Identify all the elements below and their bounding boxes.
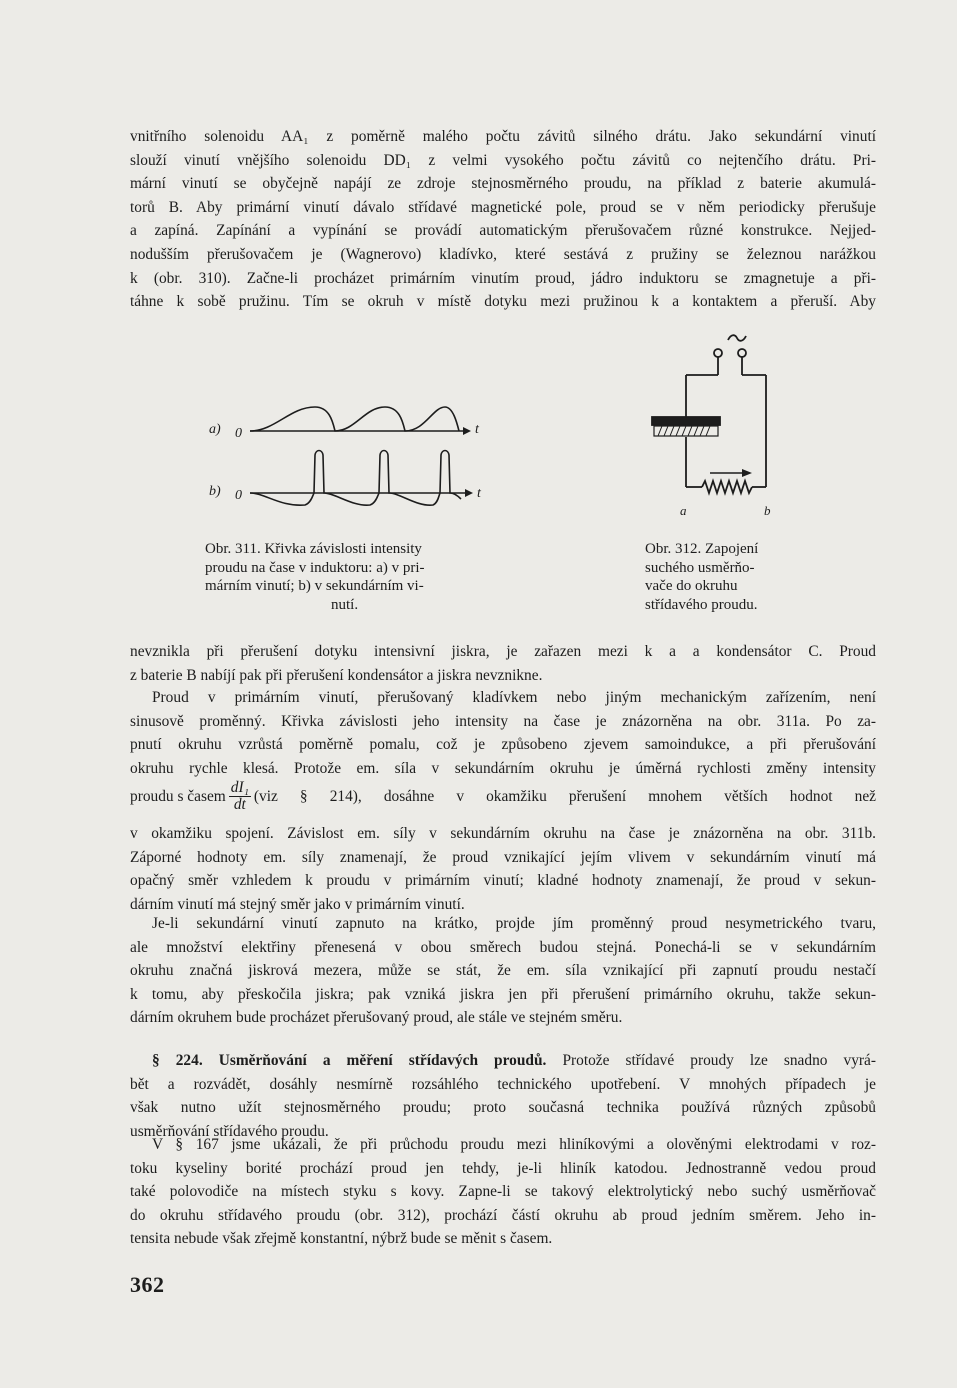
caption-figure-312 (645, 540, 795, 614)
text-line: sinusově proměnný. Křivka závislosti jeho intensity na čase je znázorněna na obr. 311a. Po za- (130, 712, 876, 730)
text-line: z baterie B nabíjí pak při přerušení kondensátor a jiskra nevznikne. (130, 666, 543, 684)
text-line: nodušším přerušovačem je (Wagnerovo) kladívko, které sestává z pružiny se železnou narážkou (130, 245, 876, 263)
terminal-b-label: b (764, 503, 771, 518)
text-line: tensita nebude však zřejmě konstantní, nýbrž bude se měnit s časem. (130, 1230, 553, 1248)
paragraph-primary-current (130, 686, 876, 780)
text-line: Je-li sekundární vinutí zapnuto na krátko, projde jím proměnný proud nesymetrického tvaru, (152, 915, 876, 932)
caption-line: Obr. 312. Zapojení (645, 541, 759, 557)
paragraph-intro (130, 125, 876, 314)
t-a: t (475, 422, 479, 437)
text-line: dárním vinutí má stejný směr jako v primárním vinutí. (130, 895, 465, 913)
text-line: nevznikla při přerušení dotyku intensivní jiskra, je zařazen mezi k a a kondensátor C. Proud (130, 643, 876, 660)
zero-a: 0 (235, 426, 242, 441)
figure-312-rectifier-circuit (640, 325, 790, 520)
curve-b (250, 451, 461, 506)
text-line: okruhu značná jiskrová mezera, může se stát, že em. síla vznikající při zapnutí proudu nestačí (130, 962, 876, 980)
text-line: v okamžiku spojení. Závislost em. síly v sekundárním okruhu na čase je znázorněna na obr. 311b. (130, 825, 876, 842)
caption-line: střídavého proudu. (645, 596, 758, 613)
text-line: do okruhu střídavého proudu (obr. 312), prochází částí okruhu ab proud jedním směrem. Jeho in- (130, 1206, 876, 1224)
paragraph-secondary-emf (130, 822, 876, 916)
paragraph-condenser (130, 640, 876, 687)
caption-line: nutí. (331, 596, 359, 613)
text-line: okruhu rychle klesá. Protože em. síla v sekundárním okruhu je úměrná rychlosti změny intensity (130, 759, 876, 777)
caption-line: proudu na čase v induktoru: a) v pri- (205, 559, 425, 576)
text-line: k tomu, aby přeskočila jiskra; pak vzniká jiskra jen při přerušení primárního okruhu, takže sekun- (130, 985, 876, 1003)
zero-b: 0 (235, 488, 242, 503)
formula-before-text: proudu s časem (130, 787, 226, 805)
text-line: mární vinutí se obyčejně napájí ze zdroje stejnosměrného proudu, na příklad z baterie akumulá- (130, 175, 876, 193)
formula-line (130, 780, 876, 813)
resistor-icon (702, 481, 752, 493)
paragraph-short-circuit (130, 912, 876, 1030)
section-first-line (130, 1049, 876, 1073)
t-b: t (477, 486, 481, 501)
terminal-a-label: a (680, 503, 687, 518)
text-line: torů B. Aby primární vinutí dávalo střídavé magnetické pole, proud se v něm periodicky přerušuje (130, 198, 876, 216)
label-b: b) (209, 484, 221, 499)
section-224 (130, 1049, 876, 1143)
text-line: ale množství elektřiny přenesená v obou směrech budou stejná. Ponechá-li se v sekundárním (130, 938, 876, 956)
caption-line: Obr. 311. Křivka závislosti intensity (205, 541, 422, 557)
page-number: 362 (130, 1272, 165, 1297)
caption-line: suchého usměrňo- (645, 559, 755, 576)
section-heading: § 224. Usměrňování a měření střídavých proudů. (152, 1052, 547, 1069)
fraction-denominator: dt (233, 796, 246, 813)
text-line: V § 167 jsme ukázali, že při průchodu proudu mezi hliníkovými a olověnými elektrodami v roz- (152, 1136, 876, 1153)
text-line: toku kyseliny borité prochází proud jen tehdy, je-li hliník katodou. Jednostranně vedou proud (130, 1159, 876, 1177)
caption-line: márním vinutí; b) v sekundárním vi- (205, 578, 424, 594)
text-line: Proud v primárním vinutí, přerušovaný kladívkem nebo jiným mechanickým zařízením, není (152, 689, 876, 706)
text-line: však nutno užít stejnosměrného proudu; proto současná technika používá různých způsobů (130, 1099, 876, 1117)
figure-311-current-curves (195, 395, 495, 520)
text-line: k (obr. 310). Začne-li procházet primárním vinutím proud, jádro induktoru se zmagnetuje a při- (130, 269, 876, 287)
text-line: pnutí okruhu vzrůstá poměrně pomalu, což je způsobeno zjevem samoindukce, a při přerušování (130, 736, 876, 754)
fraction-numerator: dI₁ (230, 779, 249, 796)
text-line: dárním okruhem bude procházet přerušovaný proud, ale stále ve stejném směru. (130, 1009, 623, 1027)
ac-source-icon (728, 335, 746, 341)
section-line-text: Protože střídavé proudy lze snadno vyrá- (562, 1052, 876, 1069)
text-line: táhne k sobě pružinu. Tím se okruh v místě dotyku mezi pružinou k a kontaktem a přeruší. Aby (130, 293, 876, 311)
curve-a (250, 407, 459, 431)
caption-figure-311 (205, 540, 495, 614)
label-a: a) (209, 422, 221, 437)
text-line: také polovodiče na místech styku s kovy. Zapne-li se takový elektrolytický nebo suchý usměrňovač (130, 1183, 876, 1201)
text-line: bět a rozvádět, dosáhly nesmírně rozsáhlého technického upotřebení. V mnohých případech je (130, 1075, 876, 1093)
text-line: slouží vinutí vnějšího solenoidu DD₁ z velmi vysokého počtu závitů co nejtenčího drátu. Pri- (130, 151, 876, 169)
text-line: opačný směr vzhledem k proudu v primárním vinutí; kladné hodnoty znamenají, že proud v sekun- (130, 872, 876, 890)
paragraph-rectifier (130, 1133, 876, 1251)
text-line: vnitřního solenoidu AA₁ z poměrně malého počtu závitů silného drátu. Jako sekundární vinutí (130, 128, 876, 145)
text-line: usměrňování střídavého proudu. (130, 1122, 329, 1140)
text-line: Záporné hodnoty em. síly znamenají, že proud vznikající jejím vlivem v sekundárním vinutí má (130, 848, 876, 866)
formula-after-text: (viz § 214), dosáhne v okamžiku přerušení mnohem větších hodnot než (253, 787, 876, 805)
caption-line: vače do okruhu (645, 578, 738, 594)
derivative-fraction (229, 780, 251, 813)
text-line: a zapíná. Zapínání a vypínání se provádí automatickým přerušovačem různé konstrukce. Nejjed- (130, 222, 876, 240)
